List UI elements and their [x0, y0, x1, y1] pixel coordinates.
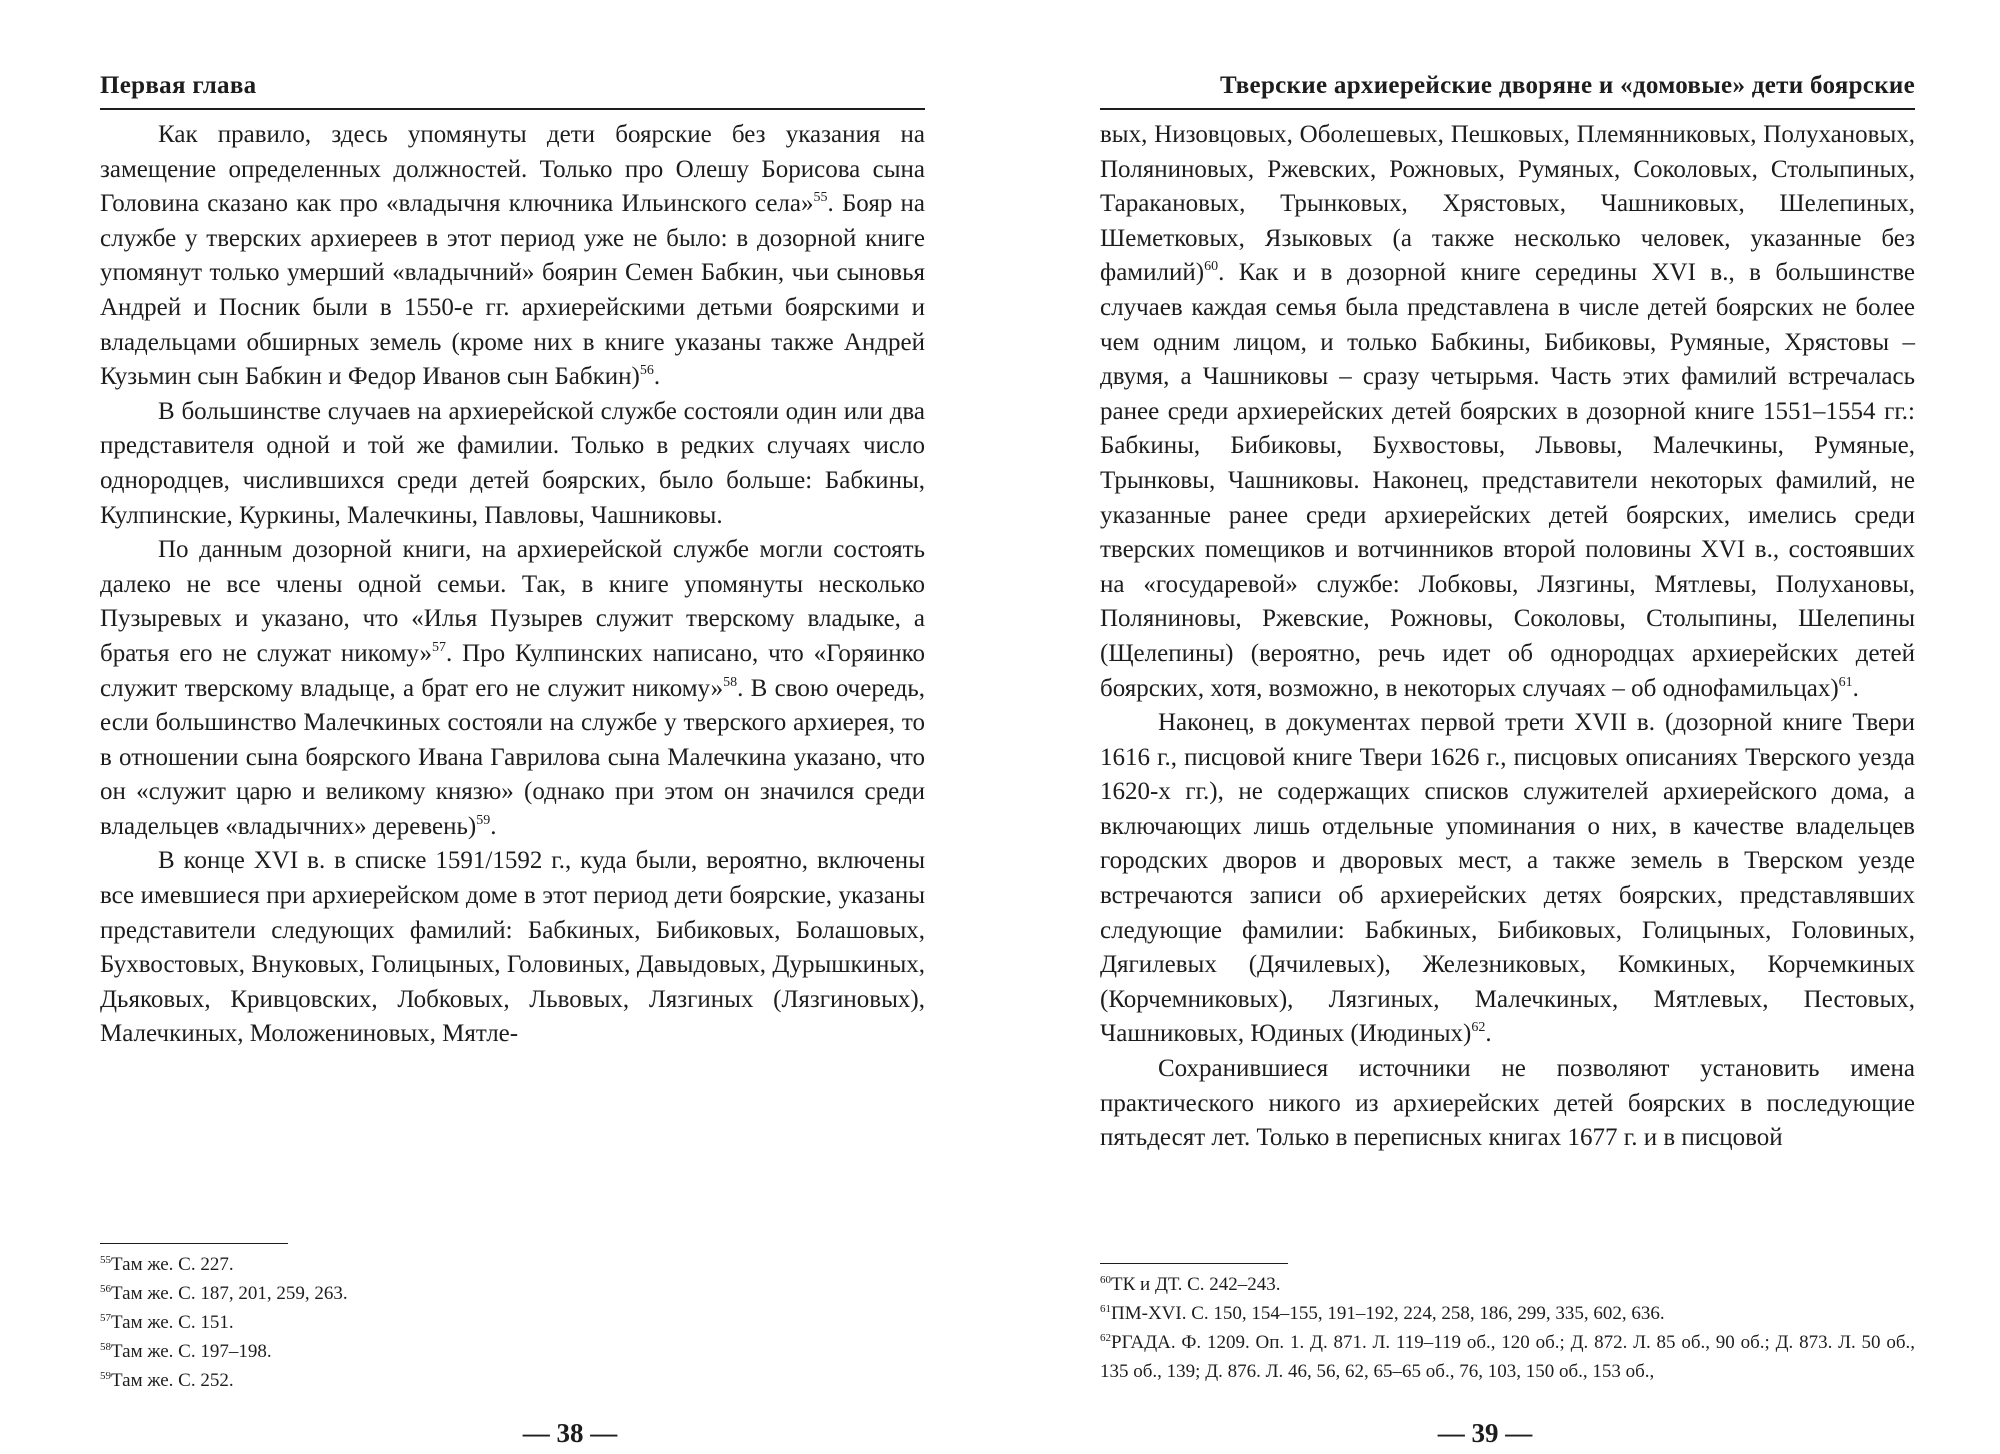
running-head: Первая глава [100, 72, 925, 110]
footnote-number: 62 [1100, 1332, 1111, 1344]
footnote [100, 1308, 925, 1337]
footnote [1100, 1299, 1915, 1328]
footnote-number: 59 [100, 1370, 111, 1382]
footnotes [100, 1250, 925, 1395]
page-number: — 39 — [1437, 1418, 1533, 1448]
text-run: Сохранившиеся источники не позволяют установить имена практического никого из архиерейских детей боярских в последующие пятьдесят лет. Только в переписных книгах 1677 г. и в писцовой [1100, 1055, 1915, 1152]
text-run: . Как и в дозорной книге середины XVI в., в большинстве случаев каждая семья была представлена в числе детей боярских не более чем одним лицом, и только Бабкины, Бибиковы, Румяные, Хрястовы – двумя, а Чашниковы – сразу четырьмя. Часть этих фамилий встречалась ранее среди архиерейских детей боярских в дозорной книге 1551–1554 гг.: Бабкины, Бибиковы, Бухвостовы, Львовы, Малечкины, Румяные, Трынковы, Чашниковы. Наконец, представители некоторых фамилий, не указанные ранее среди архиерейских детей боярских, имелись среди тверских помещиков и вотчинников второй половины XVI в., состоявших на «государевой» службе: Лобковы, Лязгины, Мятлевы, Полухановы, Поляниновы, Ржевские, Рожновы, Соколовы, Столыпины, Шелепины (Щелепины) (вероятно, речь идет об однородцах архиерейских детей боярских, хотя, возможно, в некоторых случаях – об однофамильцах) [1100, 259, 1915, 702]
footnote-text: Там же. С. 151. [111, 1312, 234, 1333]
footnote-ref: 57 [432, 639, 447, 655]
paragraph [100, 118, 925, 395]
paragraph [100, 844, 925, 1052]
footnote-ref: 56 [639, 363, 654, 379]
footnote-number: 56 [100, 1283, 111, 1295]
text-run: По данным дозорной книги, на архиерейской службе могли состоять далеко не все члены одной семьи. Так, в книге упомянуты несколько Пузыревых и указано, что «Илья Пузырев служит тверскому владыке, а братья его не служат никому» [100, 536, 925, 667]
main-text [1100, 118, 1915, 1156]
text-run: . В свою очередь, если большинство Малечкиных состояли на службе у тверского архиерея, то в отношении сына боярского Ивана Гаврилова сына Малечкина указано, что он «служит царю и великому князю» (однако при этом он значился среди владельцев «владычних» деревень) [100, 674, 925, 840]
running-head: Тверские архиерейские дворяне и «домовые» дети боярские [1100, 72, 1915, 110]
footnote-text: ПМ-XVI. С. 150, 154–155, 191–192, 224, 258, 186, 299, 335, 602, 636. [1111, 1303, 1665, 1324]
footnote [100, 1337, 925, 1366]
footnote-text: Там же. С. 187, 201, 259, 263. [111, 1283, 348, 1304]
footnotes [1100, 1270, 1915, 1386]
right-page [1100, 0, 1915, 1454]
text-run: . Бояр на службе у тверских архиереев в этот период уже не было: в дозорной книге упомянут только умерший «владычний» боярин Семен Бабкин, чьи сыновья Андрей и Посник были в 1550-е гг. архиерейскими детьми боярскими и владельцами обширных земель (кроме них в книге указаны также Андрей Кузьмин сын Бабкин и Федор Иванов сын Бабкин) [100, 190, 925, 391]
text-run: . [1852, 674, 1859, 702]
text-run: В конце XVI в. в списке 1591/1592 г., куда были, вероятно, включены все имевшиеся при архиерейском доме в этот период дети боярские, указаны представители следующих фамилий: Бабкиных, Бибиковых, Болашовых, Бухвостовых, Внуковых, Голицыных, Головиных, Давыдовых, Дурышкиных, Дьяковых, Кривцовских, Лобковых, Львовых, Лязгиных (Лязгиновых), Малечкиных, Моложениновых, Мятле- [100, 847, 925, 1048]
paragraph [1100, 118, 1915, 706]
footnote-number: 60 [1100, 1274, 1111, 1286]
footnote-rule [1100, 1263, 1288, 1264]
paragraph [1100, 706, 1915, 1052]
footnote-number: 61 [1100, 1303, 1111, 1315]
left-page [100, 0, 925, 1454]
footnote-text: РГАДА. Ф. 1209. Оп. 1. Д. 871. Л. 119–119 об., 120 об.; Д. 872. Л. 85 об., 90 об.; Д. 873. Л. 50 об., 135 об., 139; Д. 876. Л. 46, 56, 62, 65–65 об., 76, 103, 150 об., 153 об., [1100, 1332, 1915, 1382]
page-number: — 38 — [522, 1418, 618, 1448]
text-run: Как правило, здесь упомянуты дети боярские без указания на замещение определенных должностей. Только про Олешу Борисова сына Головина сказано как про «владычня ключника Ильинского села» [100, 121, 925, 218]
footnote-text: ТК и ДТ. С. 242–243. [1111, 1274, 1281, 1295]
text-run: В большинстве случаев на архиерейской службе состояли один или два представителя одной и той же фамилии. Только в редких случаях число однородцев, числившихся среди детей боярских, было больше: Бабкины, Кулпинские, Куркины, Малечкины, Павловы, Чашниковы. [100, 397, 925, 529]
footnote [100, 1250, 925, 1279]
footnote-ref: 61 [1838, 674, 1853, 690]
text-run: . [653, 363, 661, 391]
text-run: Наконец, в документах первой трети XVII в. (дозорной книге Твери 1616 г., писцовой книге Твери 1626 г., писцовых описаниях Тверского уезда 1620-х гг.), не содержащих списков служителей архиерейского дома, а включающих лишь отдельные упоминания о них, в качестве владельцев городских дворов и дворовых мест, а также земель в Тверском уезде встречаются записи об архиерейских детях боярских, представлявших следующие фамилии: Бабкиных, Бибиковых, Голицыных, Головиных, Дягилевых (Дячилевых), Железниковых, Комкиных, Корчемкиных (Корчемниковых), Лязгиных, Малечкиных, Мятлевых, Пестовых, Чашниковых, Юдиных (Июдиных) [1100, 709, 1915, 1048]
footnote-text: Там же. С. 227. [111, 1254, 234, 1275]
footnote-ref: 58 [723, 674, 738, 690]
footnote-number: 55 [100, 1254, 111, 1266]
paragraph [100, 533, 925, 844]
footnote-text: Там же. С. 252. [111, 1370, 234, 1391]
footnote [100, 1279, 925, 1308]
footnote-ref: 62 [1471, 1020, 1486, 1036]
footnote-ref: 59 [476, 812, 491, 828]
paragraph [100, 395, 925, 533]
footnote-ref: 55 [813, 190, 828, 206]
text-run: вых, Низовцовых, Оболешевых, Пешковых, Племянниковых, Полухановых, Поляниновых, Ржевских, Рожновых, Румяных, Соколовых, Столыпиных, Таракановых, Трынковых, Хрястовых, Чашниковых, Шелепиных, Шеметковых, Языковых (а также несколько человек, указанные без фамилий) [1100, 121, 1915, 287]
text-run: . [1485, 1020, 1492, 1048]
footnote [100, 1366, 925, 1395]
footnote [1100, 1270, 1915, 1299]
footnote-number: 57 [100, 1312, 111, 1324]
footnote [1100, 1328, 1915, 1386]
main-text [100, 118, 925, 1052]
footnote-text: Там же. С. 197–198. [111, 1341, 272, 1362]
footnote-ref: 60 [1204, 259, 1219, 275]
text-run: . [490, 812, 497, 840]
footnote-number: 58 [100, 1341, 111, 1353]
footnote-rule [100, 1243, 288, 1244]
text-run: . Про Кулпинских написано, что «Горяинко служит тверскому владыце, а брат его не служит никому» [100, 639, 925, 702]
paragraph [1100, 1052, 1915, 1156]
